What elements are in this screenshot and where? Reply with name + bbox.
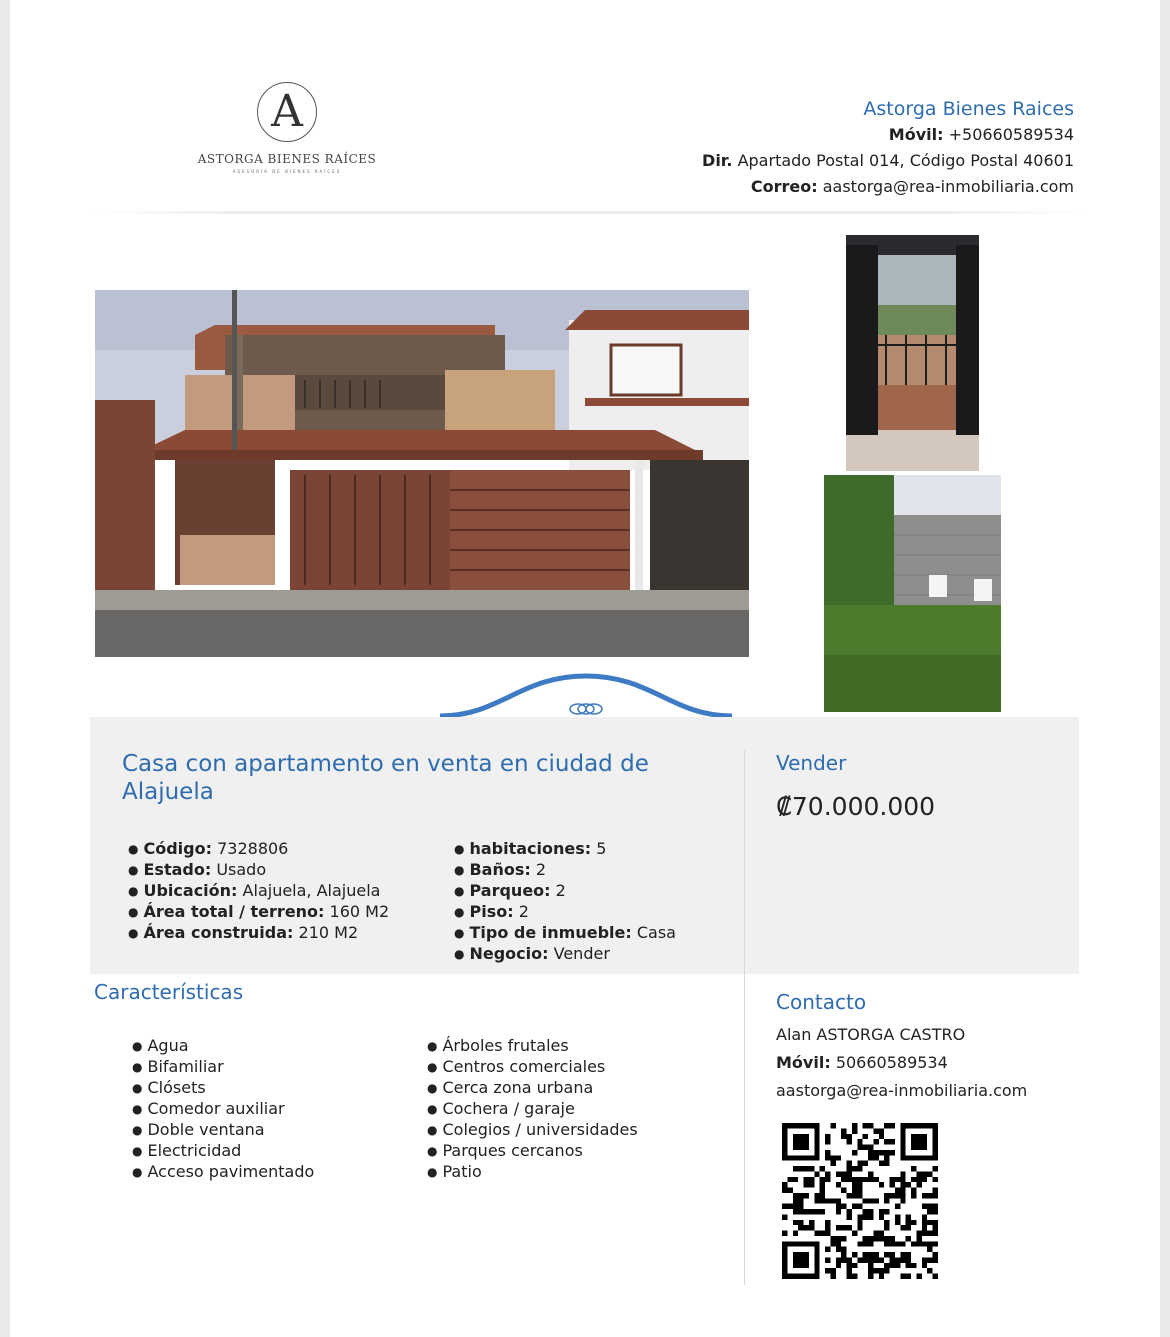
feature-item: ● Clósets bbox=[132, 1078, 314, 1099]
detail-item: ● Baños: 2 bbox=[454, 860, 676, 881]
detail-item: ● Piso: 2 bbox=[454, 902, 676, 923]
contact-name: Alan ASTORGA CASTRO bbox=[776, 1025, 966, 1044]
feature-item: ● Centros comerciales bbox=[427, 1057, 638, 1078]
logo-name: ASTORGA BIENES RAÍCES bbox=[197, 152, 377, 166]
detail-item: ● Área construida: 210 M2 bbox=[128, 923, 389, 944]
detail-item: ● Estado: Usado bbox=[128, 860, 389, 881]
feature-item: ● Agua bbox=[132, 1036, 314, 1057]
features-list-left bbox=[132, 1036, 314, 1183]
agency-logo bbox=[160, 70, 392, 200]
header-divider bbox=[90, 211, 1090, 214]
house-front-photo bbox=[95, 290, 749, 657]
feature-item: ● Comedor auxiliar bbox=[132, 1099, 314, 1120]
details-list-right bbox=[454, 839, 676, 965]
listing-title: Casa con apartamento en venta en ciudad de Alajuela bbox=[122, 751, 649, 805]
column-divider bbox=[744, 750, 745, 1285]
agency-email[interactable]: aastorga@rea-inmobiliaria.com bbox=[822, 177, 1074, 196]
detail-item: ● Tipo de inmueble: Casa bbox=[454, 923, 676, 944]
detail-item: ● habitaciones: 5 bbox=[454, 839, 676, 860]
contact-mobile[interactable]: 50660589534 bbox=[835, 1053, 948, 1072]
agency-mobile[interactable]: +50660589534 bbox=[948, 125, 1074, 144]
feature-item: ● Árboles frutales bbox=[427, 1036, 638, 1057]
features-title: Características bbox=[94, 980, 244, 1004]
agency-address-label: Dir. bbox=[702, 151, 733, 170]
detail-item: ● Negocio: Vender bbox=[454, 944, 676, 965]
detail-item: ● Área total / terreno: 160 M2 bbox=[128, 902, 389, 923]
details-list-left bbox=[128, 839, 389, 944]
agency-address: Apartado Postal 014, Código Postal 40601 bbox=[737, 151, 1074, 170]
sale-type-label: Vender bbox=[776, 751, 847, 775]
agency-header bbox=[702, 96, 1074, 200]
detail-item: ● Ubicación: Alajuela, Alajuela bbox=[128, 881, 389, 902]
feature-item: ● Parques cercanos bbox=[427, 1141, 638, 1162]
contact-mobile-label: Móvil: bbox=[776, 1053, 831, 1072]
feature-item: ● Acceso pavimentado bbox=[132, 1162, 314, 1183]
agency-email-label: Correo: bbox=[750, 177, 818, 196]
listing-price: ₡70.000.000 bbox=[776, 792, 936, 821]
agency-mobile-label: Móvil: bbox=[888, 125, 944, 144]
contact-email[interactable]: aastorga@rea-inmobiliaria.com bbox=[776, 1081, 1028, 1100]
logo-monogram: A bbox=[271, 86, 303, 137]
garden-photo bbox=[824, 475, 1001, 712]
feature-item: ● Cochera / garaje bbox=[427, 1099, 638, 1120]
feature-item: ● Electricidad bbox=[132, 1141, 314, 1162]
detail-item: ● Código: 7328806 bbox=[128, 839, 389, 860]
logo-tagline: ASESORÍA DE BIENES RAÍCES bbox=[232, 169, 342, 174]
qr-code[interactable] bbox=[782, 1123, 938, 1279]
decorative-wave bbox=[440, 668, 732, 718]
feature-item: ● Colegios / universidades bbox=[427, 1120, 638, 1141]
listing-sheet bbox=[10, 0, 1160, 1337]
contact-title: Contacto bbox=[776, 990, 867, 1014]
feature-item: ● Patio bbox=[427, 1162, 638, 1183]
agency-mobile-line bbox=[702, 122, 1074, 148]
balcony-photo bbox=[846, 235, 979, 471]
agency-name: Astorga Bienes Raices bbox=[863, 98, 1074, 120]
agency-address-line bbox=[702, 148, 1074, 174]
contact-mobile-line bbox=[776, 1049, 1027, 1077]
agency-email-line bbox=[702, 174, 1074, 200]
feature-item: ● Cerca zona urbana bbox=[427, 1078, 638, 1099]
features-list-right bbox=[427, 1036, 638, 1183]
contact-block bbox=[776, 1021, 1027, 1105]
feature-item: ● Bifamiliar bbox=[132, 1057, 314, 1078]
feature-item: ● Doble ventana bbox=[132, 1120, 314, 1141]
detail-item: ● Parqueo: 2 bbox=[454, 881, 676, 902]
